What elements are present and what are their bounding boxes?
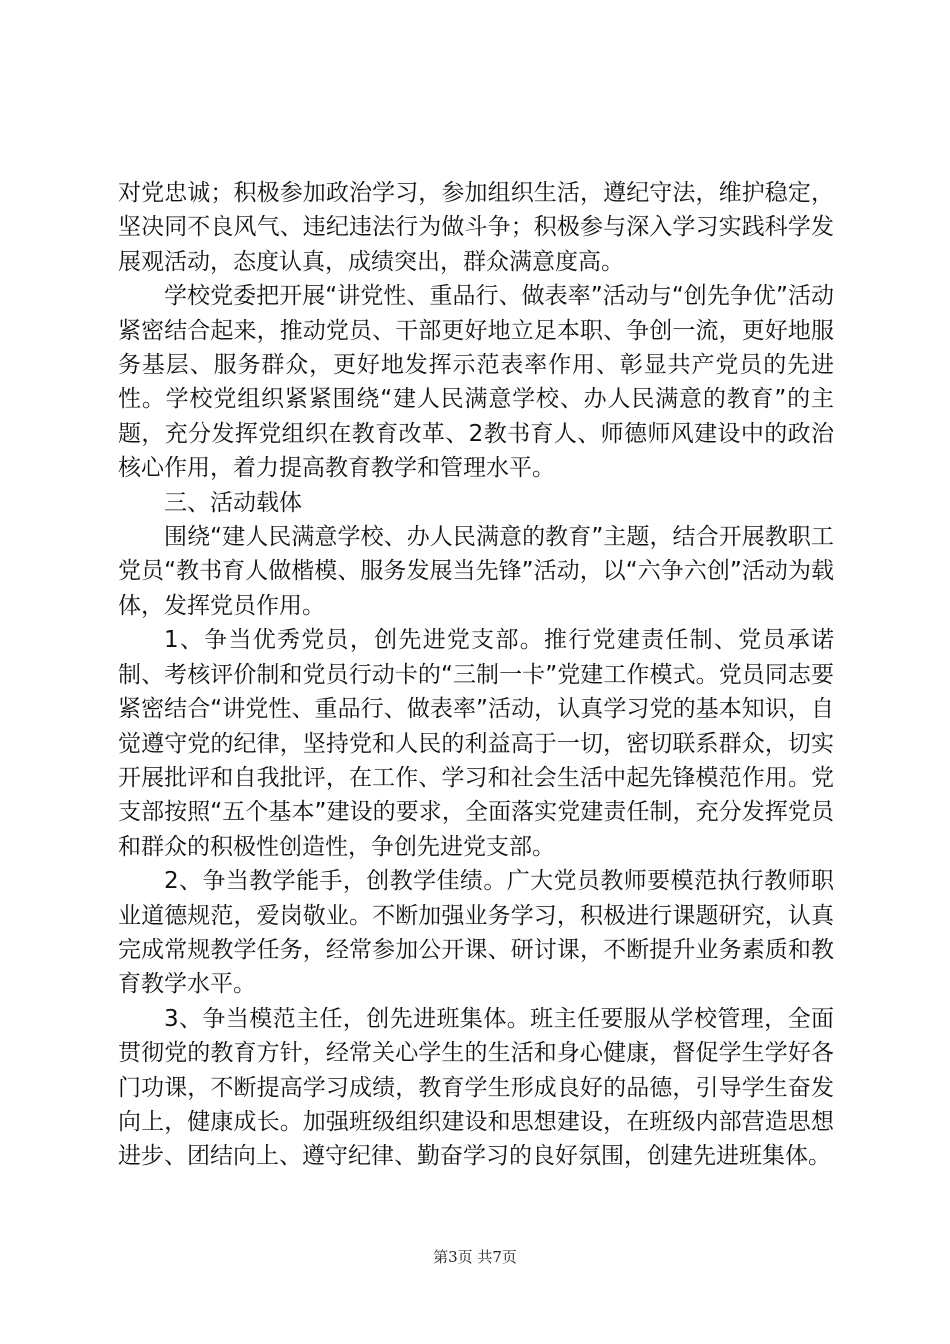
page-number-label: 第3页 共7页 [433,1248,517,1266]
paragraph-item-3: 3、争当模范主任，创先进班集体。班主任要服从学校管理，全面贯彻党的教育方针，经常关心学生的生活和身心健康，督促学生学好各门功课，不断提高学习成绩，教育学生形成良好的品德，引导学生奋发向上，健康成长。加强班级组织建设和思想建设，在班级内部营造思想进步、团结向上、遵守纪律、勤奋学习的良好氛围，创建先进班集体。 [118,1005,834,1170]
paragraph-party-committee: 学校党委把开展“讲党性、重品行、做表率”活动与“创先争优”活动紧密结合起来，推动党员、干部更好地立足本职、争创一流，更好地服务基层、服务群众，更好地发挥示范表率作用、彰显共产党员的先进性。学校党组织紧紧围绕“建人民满意学校、办人民满意的教育”的主题，充分发挥党组织在教育改革、2教书育人、师德师风建设中的政治核心作用，着力提高教育教学和管理水平。 [118,283,834,482]
paragraph-continuation: 对党忠诚；积极参加政治学习，参加组织生活，遵纪守法，维护稳定，坚决同不良风气、违纪违法行为做斗争；积极参与深入学习实践科学发展观活动，态度认真，成绩突出，群众满意度高。 [118,180,834,275]
section-heading-activity-carrier: 三、活动载体 [164,489,302,516]
paragraph-theme: 围绕“建人民满意学校、办人民满意的教育”主题，结合开展教职工党员“教书育人做楷模、服务发展当先锋”活动，以“六争六创”活动为载体，发挥党员作用。 [118,524,834,619]
page-footer [0,1246,950,1267]
paragraph-item-2: 2、争当教学能手，创教学佳绩。广大党员教师要模范执行教师职业道德规范，爱岗敬业。不断加强业务学习，积极进行课题研究，认真完成常规教学任务，经常参加公开课、研讨课，不断提升业务素质和教育教学水平。 [118,868,834,998]
paragraph-item-1: 1、争当优秀党员，创先进党支部。推行党建责任制、党员承诺制、考核评价制和党员行动卡的“三制一卡”党建工作模式。党员同志要紧密结合“讲党性、重品行、做表率”活动，认真学习党的基本知识，自觉遵守党的纪律，坚持党和人民的利益高于一切，密切联系群众，切实开展批评和自我批评，在工作、学习和社会生活中起先锋模范作用。党支部按照“五个基本”建设的要求，全面落实党建责任制，充分发挥党员和群众的积极性创造性，争创先进党支部。 [118,627,834,860]
document-body [118,176,834,1174]
